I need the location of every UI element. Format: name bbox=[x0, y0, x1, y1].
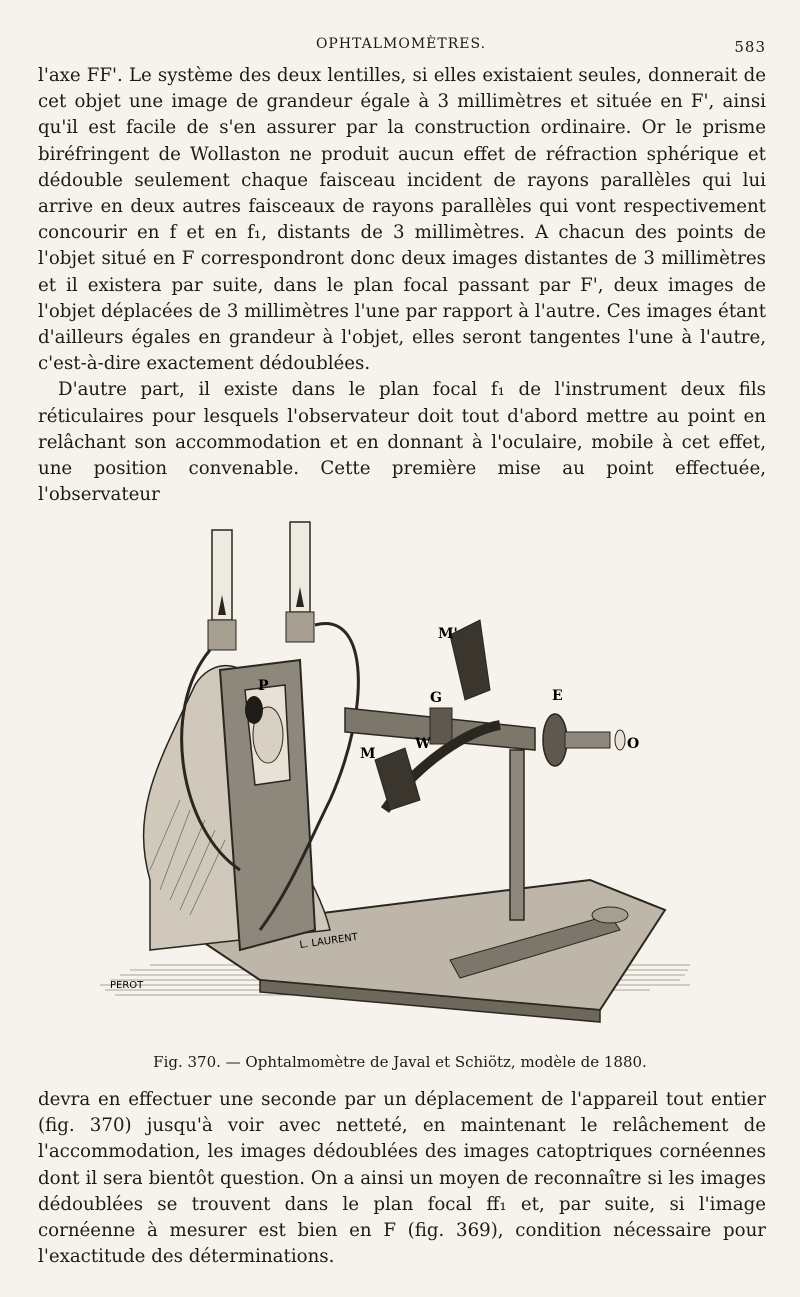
label-o: O bbox=[627, 736, 640, 752]
running-head bbox=[36, 34, 766, 58]
body-text-bottom bbox=[38, 1087, 766, 1270]
mire-m bbox=[375, 748, 420, 810]
page-number: 583 bbox=[734, 38, 766, 56]
support-column bbox=[510, 750, 524, 920]
label-g: G bbox=[430, 690, 442, 706]
paragraph: D'autre part, il existe dans le plan focal f₁ de l'instrument deux fils réticulaires pour lesquels l'observateur doit tout d'abord mettre au point en relâchant son accommodation et en donnant à l'oculaire, mobile à cet effet, une position convenable. Cette première mise au point effectuée, l'observateur bbox=[38, 379, 766, 506]
ophthalmometer-engraving bbox=[90, 510, 710, 1030]
figure-ophthalmometer bbox=[90, 510, 710, 1030]
figure-caption: Fig. 370. — Ophtalmomètre de Javal et Schiötz, modèle de 1880. bbox=[153, 1053, 647, 1071]
label-m-prime: M' bbox=[438, 626, 458, 642]
paragraph: devra en effectuer une seconde par un déplacement de l'appareil tout entier (fig. 370) jusqu'à voir avec netteté, en maintenant le relâchement de l'accommodation, les images dédoublées des images catoptriques cornéennes dont il sera bientôt question. On a ainsi un moyen de reconnaître si les images dédoublées se trouvent dans le plan focal ff₁ et, par suite, si l'image cornéenne à mesurer est bien en F (fig. 369), condition nécessaire pour l'exactitude des déterminations. bbox=[38, 1089, 766, 1268]
base-inscription: L. LAURENT bbox=[298, 931, 359, 951]
running-title: OPHTALMOMÈTRES. bbox=[315, 36, 487, 52]
lamp-burner-left bbox=[208, 620, 236, 650]
body-text-top bbox=[38, 63, 766, 508]
telescope-collar bbox=[430, 708, 452, 744]
engraver-signature: PEROT bbox=[110, 980, 144, 991]
lamp-burner-right bbox=[286, 612, 314, 642]
label-w: W bbox=[415, 736, 431, 752]
adjust-knob bbox=[592, 907, 628, 923]
eye-cover-p bbox=[245, 696, 263, 724]
eyepiece-lens bbox=[615, 730, 625, 750]
label-p: P bbox=[258, 678, 269, 694]
label-m: M bbox=[360, 746, 376, 762]
scale-disk-e bbox=[543, 714, 567, 766]
label-e: E bbox=[552, 688, 563, 704]
eyepiece bbox=[565, 732, 610, 748]
paragraph: l'axe FF'. Le système des deux lentilles, si elles existaient seules, donnerait de cet objet une image de grandeur égale à 3 millimètres et située en F', ainsi qu'il est facile de s'en assurer par la construction ordinaire. Or le prisme biréfringent de Wollaston ne produit aucun effet de réfraction sphérique et dédouble seulement chaque faisceau incident de rayons parallèles qui lui arrive en deux autres faisceaux de rayons parallèles qui vont respectivement concourir en f et en f₁, distants de 3 millimètres. A chacun des points de l'objet situé en F correspondront donc deux images distantes de 3 millimètres et il existera par suite, dans le plan focal passant par F', deux images de l'objet déplacées de 3 millimètres l'une par rapport à l'autre. Ces images étant d'ailleurs égales en grandeur à l'objet, elles seront tangentes l'une à l'autre, c'est-à-dire exactement dédoublées. bbox=[38, 65, 766, 375]
